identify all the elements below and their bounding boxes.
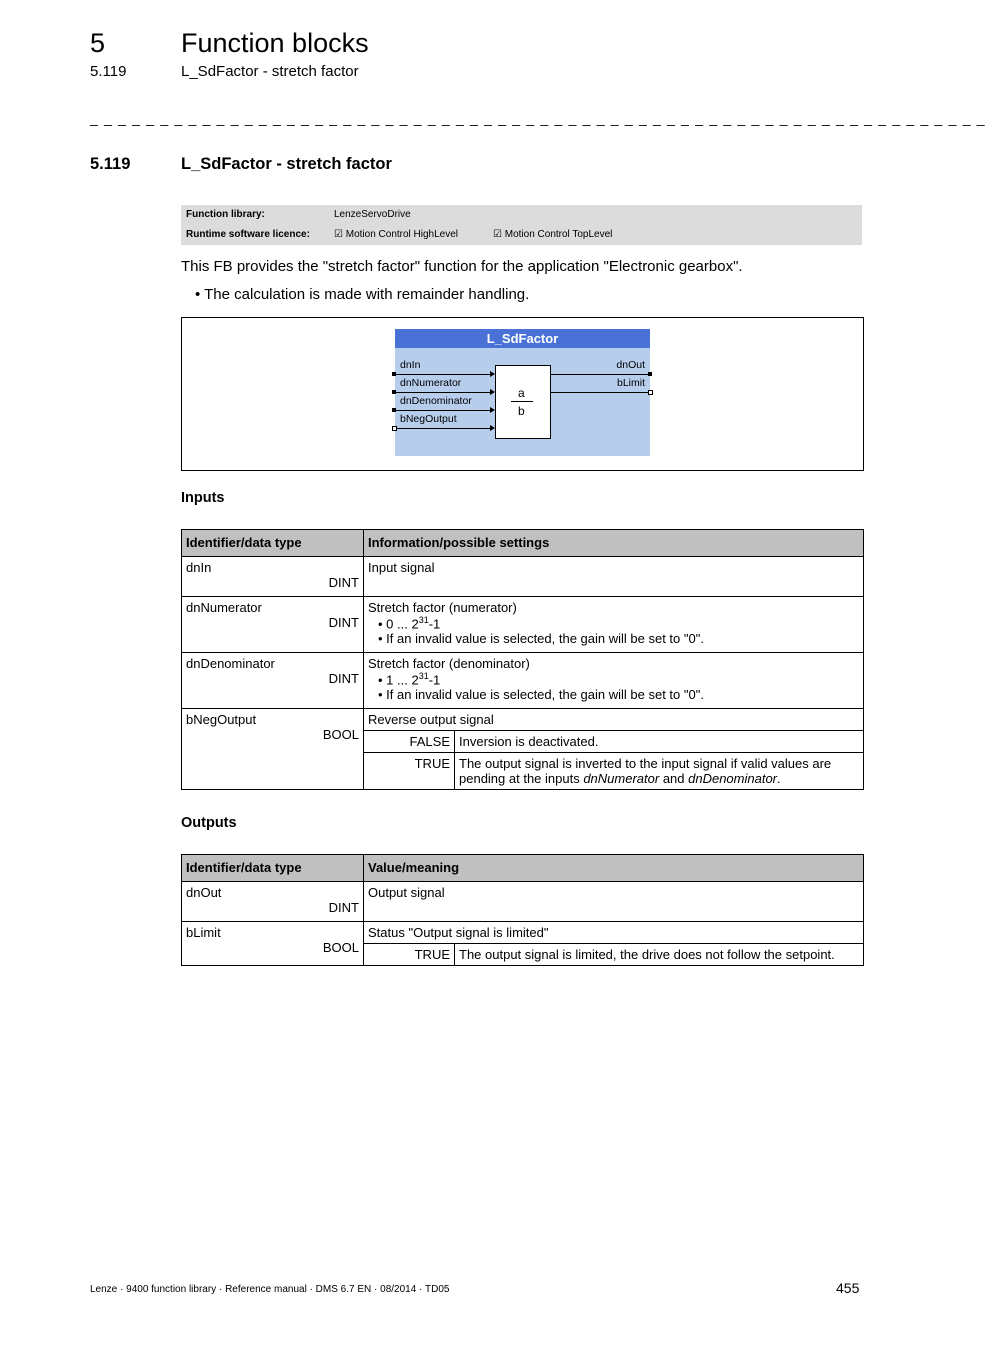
- identifier: dnOut: [186, 885, 222, 900]
- range-bullet: • 1 ... $2^{31}-1$: [378, 671, 441, 688]
- info-cell: Input signal: [364, 557, 864, 597]
- table-row: [182, 922, 864, 944]
- licence-highlevel: ☑ Motion Control HighLevel: [334, 229, 459, 240]
- column-header: Identifier/data type: [182, 855, 364, 882]
- licence-toplevel: ☑ Motion Control TopLevel: [493, 229, 613, 240]
- table-header: [182, 530, 864, 557]
- identifier: dnNumerator: [186, 600, 262, 615]
- output-label-dnout: dnOut: [616, 359, 645, 371]
- value-meaning: Inversion is deactivated.: [455, 731, 864, 753]
- value-meaning: The output signal is inverted to the input signal if valid values are pending at the inputs dnNumerator and dnDenominator.: [455, 753, 864, 790]
- table-row: [182, 557, 864, 597]
- function-block-diagram: [181, 317, 864, 471]
- data-type: DINT: [328, 615, 359, 630]
- input-pin-dnnumerator: [392, 390, 396, 394]
- chapter-title: Function blocks: [181, 28, 369, 58]
- section-number-header: 5.119: [90, 63, 127, 80]
- output-pin-dnout: [648, 372, 652, 376]
- input-label-dnin: dnIn: [400, 359, 421, 371]
- identifier: bNegOutput: [186, 712, 257, 727]
- info-text: Stretch factor (denominator): [368, 656, 530, 671]
- input-label-dndenominator: dnDenominator: [400, 395, 472, 407]
- intro-text: This FB provides the "stretch factor" function for the application "Electronic gearbox".: [181, 258, 743, 275]
- core-denominator: b: [518, 404, 525, 418]
- header-divider: _ _ _ _ _ _ _ _ _ _ _ _ _ _ _ _ _ _ _ _ _ _ _ _ _ _ _ _ _ _ _ _ _ _ _ _ _ _ _ _ _ _ _ _ _ _ _ _ _ _ _ _ _ _ _ _ _ _ _ _ _ _ _ _: [90, 110, 986, 126]
- function-block-title: L_SdFactor: [395, 329, 650, 348]
- data-type: BOOL: [322, 727, 359, 742]
- data-type: DINT: [328, 575, 359, 590]
- library-label: Function library:: [186, 209, 265, 220]
- outputs-table: [181, 854, 864, 966]
- data-type: BOOL: [322, 940, 359, 955]
- identifier: dnIn: [186, 560, 212, 575]
- chapter-number: 5: [90, 28, 106, 58]
- output-label-blimit: bLimit: [616, 377, 645, 389]
- info-cell: Status "Output signal is limited": [364, 922, 864, 944]
- input-pin-bnegoutput: [392, 426, 397, 431]
- identifier: dnDenominator: [186, 656, 275, 671]
- table-header: [182, 855, 864, 882]
- division-core: [495, 365, 551, 439]
- column-header: Information/possible settings: [364, 530, 864, 557]
- inputs-heading: Inputs: [181, 490, 225, 506]
- section-title-header: L_SdFactor - stretch factor: [181, 63, 359, 80]
- function-block: [395, 329, 650, 456]
- table-row: [182, 882, 864, 922]
- page-number: 455: [836, 1280, 860, 1296]
- identifier: bLimit: [186, 925, 221, 940]
- column-header: Value/meaning: [364, 855, 864, 882]
- invalid-bullet: • If an invalid value is selected, the gain will be set to "0".: [378, 631, 704, 647]
- data-type: DINT: [328, 671, 359, 686]
- table-row: [182, 653, 864, 709]
- core-numerator: a: [518, 386, 525, 400]
- section-heading-title: L_SdFactor - stretch factor: [181, 155, 392, 173]
- section-heading-number: 5.119: [90, 155, 131, 173]
- footer-text: Lenze · 9400 function library · Reference manual · DMS 6.7 EN · 08/2014 · TD05: [90, 1284, 450, 1295]
- data-type: DINT: [328, 900, 359, 915]
- input-label-bnegoutput: bNegOutput: [400, 413, 457, 425]
- inputs-table: [181, 529, 864, 790]
- outputs-heading: Outputs: [181, 815, 237, 831]
- value-key: TRUE: [364, 944, 455, 966]
- input-label-dnnumerator: dnNumerator: [400, 377, 462, 389]
- info-cell: Reverse output signal: [364, 709, 864, 731]
- table-row: [182, 597, 864, 653]
- value-key: FALSE: [364, 731, 455, 753]
- column-header: Identifier/data type: [182, 530, 364, 557]
- info-cell: Output signal: [364, 882, 864, 922]
- intro-bullet: • The calculation is made with remainder handling.: [195, 286, 530, 303]
- range-bullet: • 0 ... $2^{31}-1$: [378, 615, 441, 632]
- output-pin-blimit: [648, 390, 653, 395]
- licence-label: Runtime software licence:: [186, 229, 310, 240]
- invalid-bullet: • If an invalid value is selected, the gain will be set to "0".: [378, 687, 704, 703]
- input-pin-dndenominator: [392, 408, 396, 412]
- input-pin-dnin: [392, 372, 396, 376]
- info-text: Stretch factor (numerator): [368, 600, 517, 615]
- library-value: LenzeServoDrive: [334, 209, 411, 220]
- value-key: TRUE: [364, 753, 455, 790]
- table-row: [182, 709, 864, 731]
- value-meaning: The output signal is limited, the drive does not follow the setpoint.: [455, 944, 864, 966]
- library-info-box: [181, 205, 862, 245]
